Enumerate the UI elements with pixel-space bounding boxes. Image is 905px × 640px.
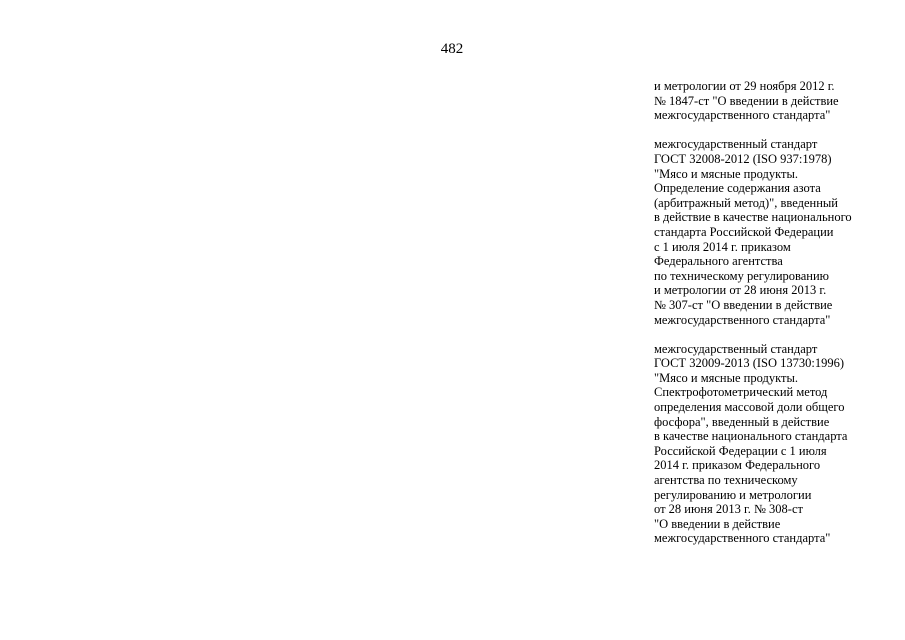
text-line: № 1847-ст "О введении в действие (654, 93, 839, 108)
text-line: от 28 июня 2013 г. № 308-ст (654, 502, 803, 517)
text-line: "Мясо и мясные продукты. (654, 370, 799, 385)
text-line: "О введении в действие (654, 516, 781, 531)
text-line: агентства по техническому (654, 473, 798, 488)
text-line: межгосударственного стандарта" (654, 531, 831, 546)
text-column (654, 79, 899, 561)
text-line: регулированию и метрологии (654, 487, 812, 502)
text-line: Определение содержания азота (654, 181, 821, 196)
text-line: "Мясо и мясные продукты. (654, 166, 799, 181)
text-line: межгосударственного стандарта" (654, 108, 831, 123)
text-line: (арбитражный метод)", введенный (654, 195, 838, 210)
page-number: 482 (440, 41, 464, 57)
text-line: Спектрофотометрический метод (654, 385, 828, 400)
text-line: стандарта Российской Федерации (654, 224, 834, 239)
text-line: межгосударственный стандарт (654, 137, 818, 152)
text-line: в качестве национального стандарта (654, 429, 848, 444)
text-line: 2014 г. приказом Федерального (654, 458, 821, 473)
text-line: в действие в качестве национального (654, 210, 852, 225)
text-line: ГОСТ 32008-2012 (ISO 937:1978) (654, 151, 832, 166)
text-line: Федерального агентства (654, 254, 783, 269)
text-line: № 307-ст "О введении в действие (654, 297, 833, 312)
text-line: по техническому регулированию (654, 268, 830, 283)
text-line: ГОСТ 32009-2013 (ISO 13730:1996) (654, 356, 845, 371)
text-line: с 1 июля 2014 г. приказом (654, 239, 791, 254)
text-block-2 (654, 137, 899, 327)
text-block-1 (654, 79, 899, 123)
text-line: межгосударственный стандарт (654, 341, 818, 356)
text-line: определения массовой доли общего (654, 400, 845, 415)
text-line: и метрологии от 29 ноября 2012 г. (654, 79, 835, 93)
text-line: Российской Федерации с 1 июля (654, 443, 827, 458)
text-line: и метрологии от 28 июня 2013 г. (654, 283, 827, 298)
text-block-3 (654, 342, 899, 546)
text-line: межгосударственного стандарта" (654, 312, 831, 327)
text-line: фосфора", введенный в действие (654, 414, 830, 429)
